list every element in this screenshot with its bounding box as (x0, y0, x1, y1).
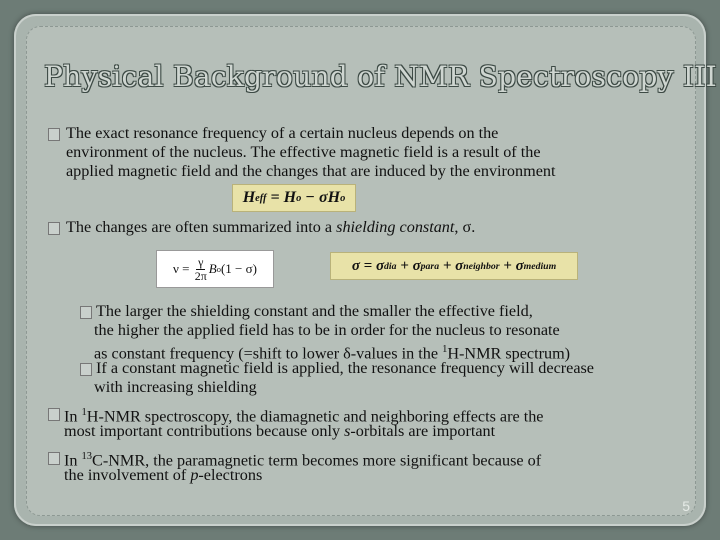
bullet-1-line-3: applied magnetic field and the changes that are induced by the environment (66, 162, 556, 180)
bullet-icon (48, 128, 60, 141)
sub-bullet-2-line-1: If a constant magnetic field is applied, the resonance frequency will decrease (96, 359, 594, 377)
bullet-icon (48, 452, 60, 465)
shielding-constant-formula: σ = σ dia + σ para + σ neighbor + σ medium (330, 252, 578, 280)
gamma-fraction: $\frac{\gamma}{2\pi}$ (194, 254, 207, 283)
sub-bullet-1-line-3: as constant frequency (=shift to lower δ-values in the $^1$H-NMR spectrum) (94, 344, 571, 363)
sub-bullet-icon (80, 306, 92, 319)
sub-bullet-2-line-2: with increasing shielding (94, 378, 257, 396)
resonance-frequency-formula: ν = $\frac{\gamma}{2\pi}$ B o (1 − σ) (156, 250, 274, 288)
bullet-4-line-1: In $^{13}$C-NMR, the paramagnetic term becomes more significant because of (64, 451, 542, 470)
bullet-1-line-1: The exact resonance frequency of a certain nucleus depends on the (66, 124, 499, 142)
bullet-icon (48, 222, 60, 235)
bullet-1-line-2: environment of the nucleus. The effective magnetic field is a result of the (66, 143, 541, 161)
bullet-4-line-2: the involvement of p-electrons (64, 466, 263, 484)
page-number: 5 (682, 498, 690, 514)
sub-bullet-icon (80, 363, 92, 376)
bullet-3-line-1: In $^1$H-NMR spectroscopy, the diamagnetic and neighboring effects are the (64, 407, 544, 426)
sub-bullet-1-line-1: The larger the shielding constant and the smaller the effective field, (96, 302, 533, 320)
bullet-3-line-2: most important contributions because only s-orbitals are important (64, 422, 496, 440)
bullet-2: The changes are often summarized into a shielding constant, σ. (66, 218, 476, 236)
effective-field-formula: H eff = H o − σH o (232, 184, 356, 212)
slide-title: Physical Background of NMR Spectroscopy III (44, 60, 717, 93)
bullet-icon (48, 408, 60, 421)
sub-bullet-1-line-2: the higher the applied field has to be in order for the nucleus to resonate (94, 321, 560, 339)
